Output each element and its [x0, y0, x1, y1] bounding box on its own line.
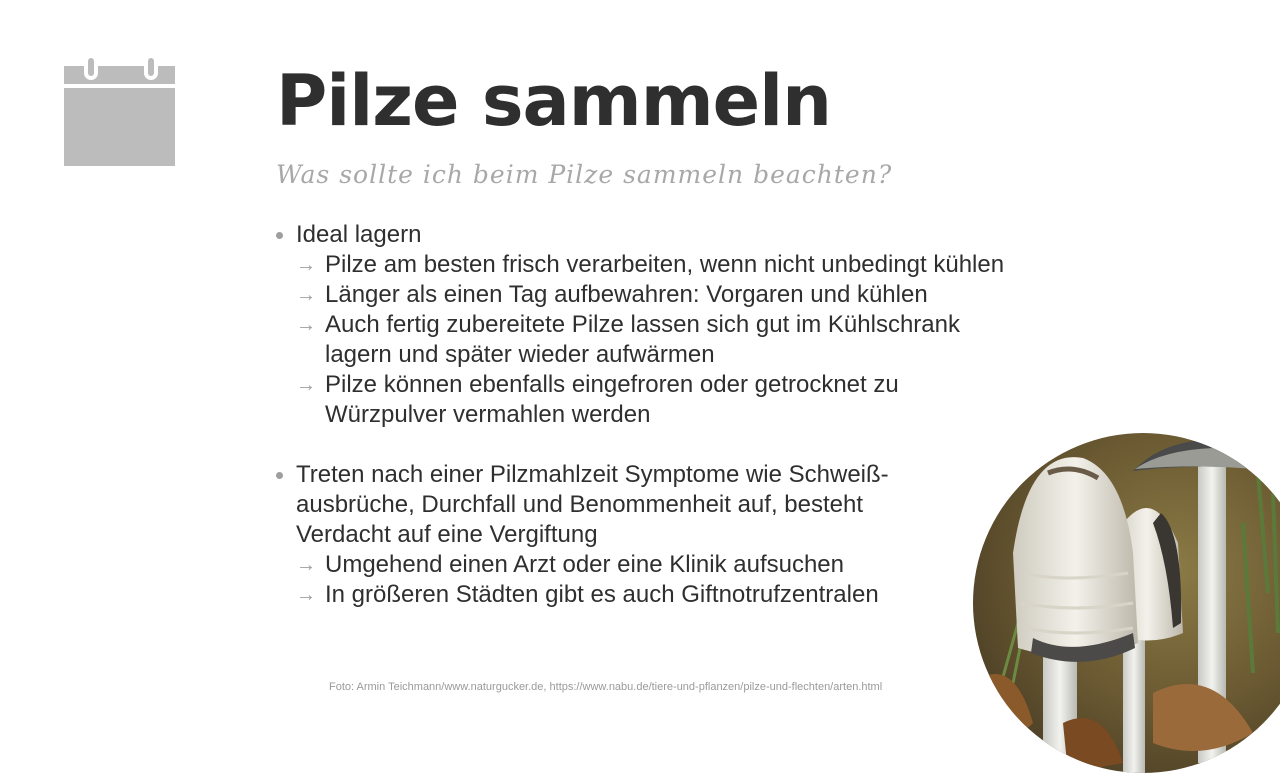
arrow-icon: →: [296, 254, 316, 276]
arrow-icon: →: [296, 584, 316, 606]
sub-text: Würzpulver vermahlen werden: [325, 401, 651, 428]
bullet-list: [274, 220, 1064, 610]
sub-item: [296, 550, 1064, 580]
sub-item: [296, 310, 1064, 370]
sub-text: Auch fertig zubereitete Pilze lassen sich gut im Kühlschrank: [325, 311, 960, 338]
sub-item: [296, 280, 1064, 310]
bullet-item: [274, 220, 1064, 430]
arrow-icon: →: [296, 284, 316, 306]
sub-item: [296, 250, 1064, 280]
bullet-text: Verdacht auf eine Vergiftung: [296, 521, 598, 548]
photo-credit: Foto: Armin Teichmann/www.naturgucker.de, https://www.nabu.de/tiere-und-pflanzen/pilze-und-flechten/arten.html: [329, 681, 883, 693]
bullet-dot: [276, 232, 283, 239]
arrow-icon: →: [296, 554, 316, 576]
sub-text: Länger als einen Tag aufbewahren: Vorgaren und kühlen: [325, 281, 928, 308]
sub-text: Pilze am besten frisch verarbeiten, wenn nicht unbedingt kühlen: [325, 251, 1005, 278]
slide-subtitle: Was sollte ich beim Pilze sammeln beachten?: [276, 160, 893, 189]
bullet-text: Ideal lagern: [296, 221, 422, 248]
calendar-icon: [64, 54, 175, 166]
bullet-text: Treten nach einer Pilzmahlzeit Symptome wie Schweiß-: [296, 461, 889, 488]
arrow-icon: →: [296, 374, 316, 396]
sub-text: Umgehend einen Arzt oder eine Klinik aufsuchen: [325, 551, 844, 578]
sub-item: [296, 580, 1064, 610]
sub-text: In größeren Städten gibt es auch Giftnotrufzentralen: [325, 581, 879, 608]
sub-text: Pilze können ebenfalls eingefroren oder getrocknet zu: [325, 371, 899, 398]
sub-text: lagern und später wieder aufwärmen: [325, 341, 715, 368]
bullet-text: ausbrüche, Durchfall und Benommenheit auf, besteht: [296, 491, 864, 518]
sub-item: [296, 370, 1064, 430]
arrow-icon: →: [296, 314, 316, 336]
slide-title: Pilze sammeln: [276, 60, 831, 142]
bullet-item: [274, 460, 1064, 610]
bullet-dot: [276, 472, 283, 479]
